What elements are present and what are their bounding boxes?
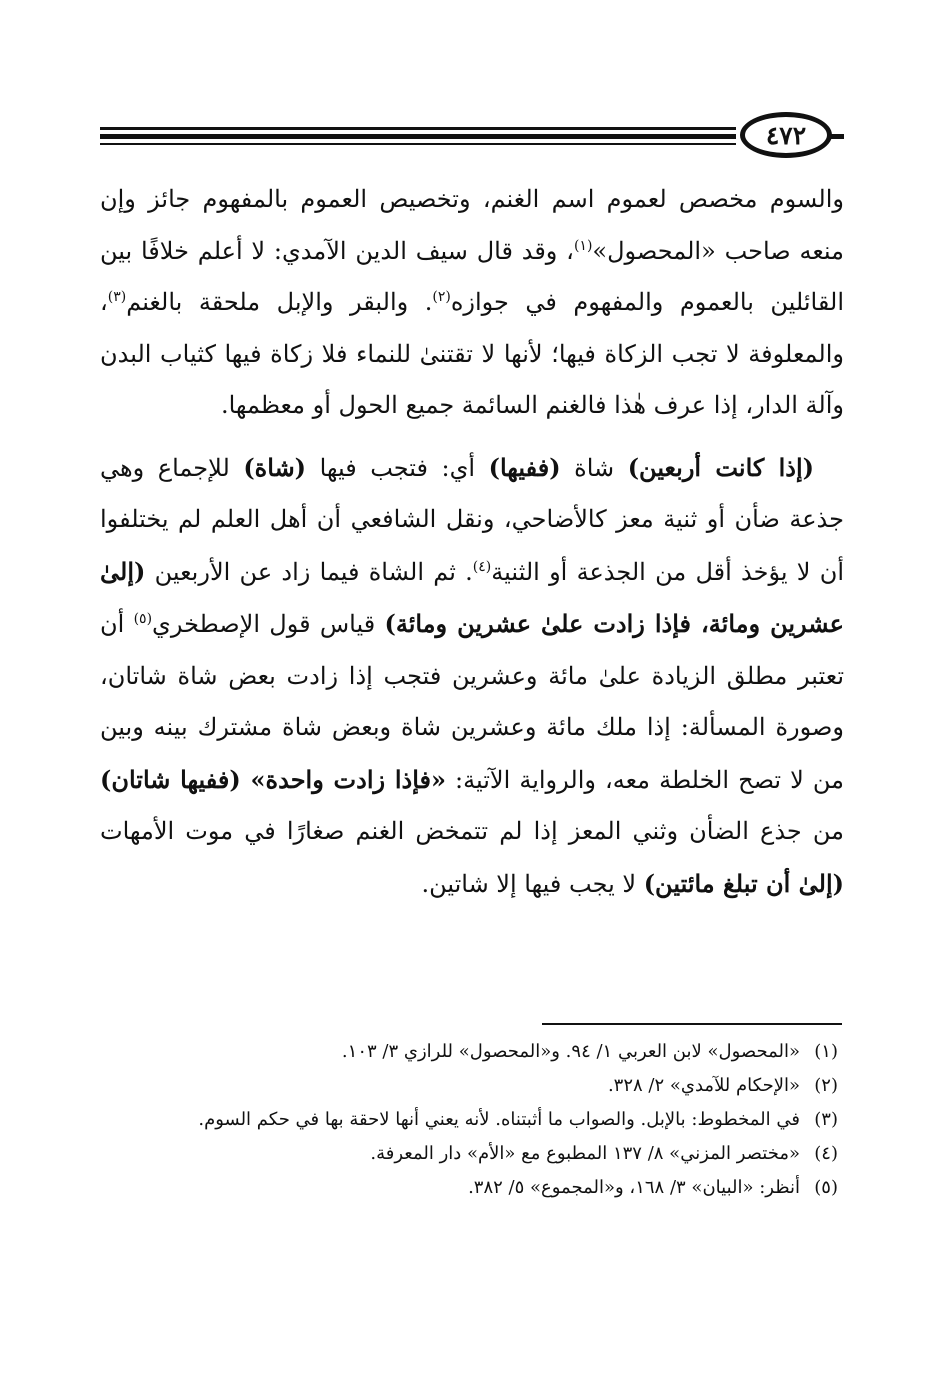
text-run: أن تعتبر مطلق الزيادة علىٰ مائة وعشرين فتجب إذا زادت بعض شاة شاتان، وصورة المسألة: إذا ملك مائة وعشرين شاة وبعض شاة مشترك بينه وبين من لا تصح الخلطة معه، والرواية الآتية:: [100, 610, 845, 794]
matn-text: (إذا كانت أربعين): [627, 452, 814, 482]
text-run: من جذع الضأن وثني المعز إذا لم تتمخض الغنم صغارًا في موت الأمهات: [100, 817, 844, 845]
page-number: ٤٧٢: [740, 112, 832, 158]
footnote-text: «المحصول» لابن العربي ١/ ٩٤. و«المحصول» للرازي ٣/ ١٠٣.: [341, 1041, 800, 1062]
footnote-ref: (٢): [432, 289, 451, 305]
footnote-ref: (٤): [472, 558, 492, 575]
footnotes: [100, 1035, 838, 1205]
paragraph: [100, 174, 844, 432]
footnote-ref: (٥): [133, 611, 153, 627]
text-run: لا يجب فيها إلا شاتين.: [421, 869, 644, 898]
text-run: ، والمعلوفة لا تجب الزكاة فيها؛ لأنها لا تقتنىٰ للنماء فلا زكاة فيها كثياب البدن وآلة الدار، إذا عرف هٰذا فالغنم السائمة جميع الحول أو معظمها.: [100, 288, 844, 419]
header-rule: [100, 134, 736, 139]
page-header: [100, 110, 844, 162]
footnote: [100, 1069, 838, 1103]
text-run: أي: فتجب فيها: [306, 453, 489, 482]
footnote-text: أنظر: «البيان» ٣/ ١٦٨، و«المجموع» ٥/ ٣٨٢.: [468, 1177, 800, 1198]
footnote-ref: (٣): [107, 289, 127, 305]
paragraph: [100, 442, 844, 911]
header-rule: [830, 134, 844, 139]
main-text: [100, 174, 844, 910]
text-run: قياس قول الإصطخري: [152, 610, 385, 638]
matn-text: (ففيها): [488, 452, 561, 482]
text-run: والسوم مخصص لعموم اسم الغنم، وتخصيص العموم بالمفهوم جائز وإن منعه صاحب «المحصول»: [100, 185, 844, 265]
footnote: [100, 1171, 838, 1205]
footnote: [100, 1103, 838, 1137]
matn-text: (شاة): [243, 452, 307, 482]
text-run: للإجماع وهي جذعة ضأن أو ثنية معز كالأضاحي، ونقل الشافعي أن أهل العلم لم يختلفوا أن لا يؤخذ أقل من الجذعة أو الثنية: [100, 453, 844, 586]
footnote: [100, 1035, 838, 1069]
header-rule: [100, 127, 736, 130]
footnote-number: (١): [814, 1041, 838, 1062]
footnote-number: (٣): [814, 1109, 838, 1130]
footnote: [100, 1137, 838, 1171]
footnote-text: «الإحكام للآمدي» ٢/ ٣٢٨.: [607, 1075, 800, 1096]
footnote-number: (٤): [814, 1143, 838, 1164]
text-run: شاة: [560, 453, 628, 482]
footnote-separator: [542, 1023, 842, 1025]
text-run: . ثم الشاة فيما زاد عن الأربعين: [145, 557, 473, 586]
footnote-text: «مختصر المزني» ٨/ ١٣٧ المطبوع مع «الأم» دار المعرفة.: [370, 1143, 800, 1164]
footnote-number: (٢): [814, 1075, 838, 1096]
footnote-ref: (١): [573, 237, 593, 254]
text-run: ، وقد قال سيف الدين الآمدي: لا أعلم خلافًا بين القائلين بالعموم والمفهوم في جوازه: [100, 236, 844, 316]
matn-text: (إلىٰ أن تبلغ مائتين): [643, 868, 844, 898]
matn-text: «فإذا زادت واحدة» (ففيها شاتان): [100, 764, 447, 794]
footnote-text: في المخطوط: بالإبل. والصواب ما أثبتناه. لأنه يعني أنها لاحقة بها في حكم السوم.: [198, 1109, 800, 1130]
text-run: . والبقر والإبل ملحقة بالغنم: [126, 288, 433, 316]
matn-text: (إلىٰ عشرين ومائة، فإذا زادت علىٰ عشرين ومائة): [100, 556, 845, 638]
footnote-number: (٥): [814, 1177, 838, 1198]
header-rule: [100, 143, 736, 145]
